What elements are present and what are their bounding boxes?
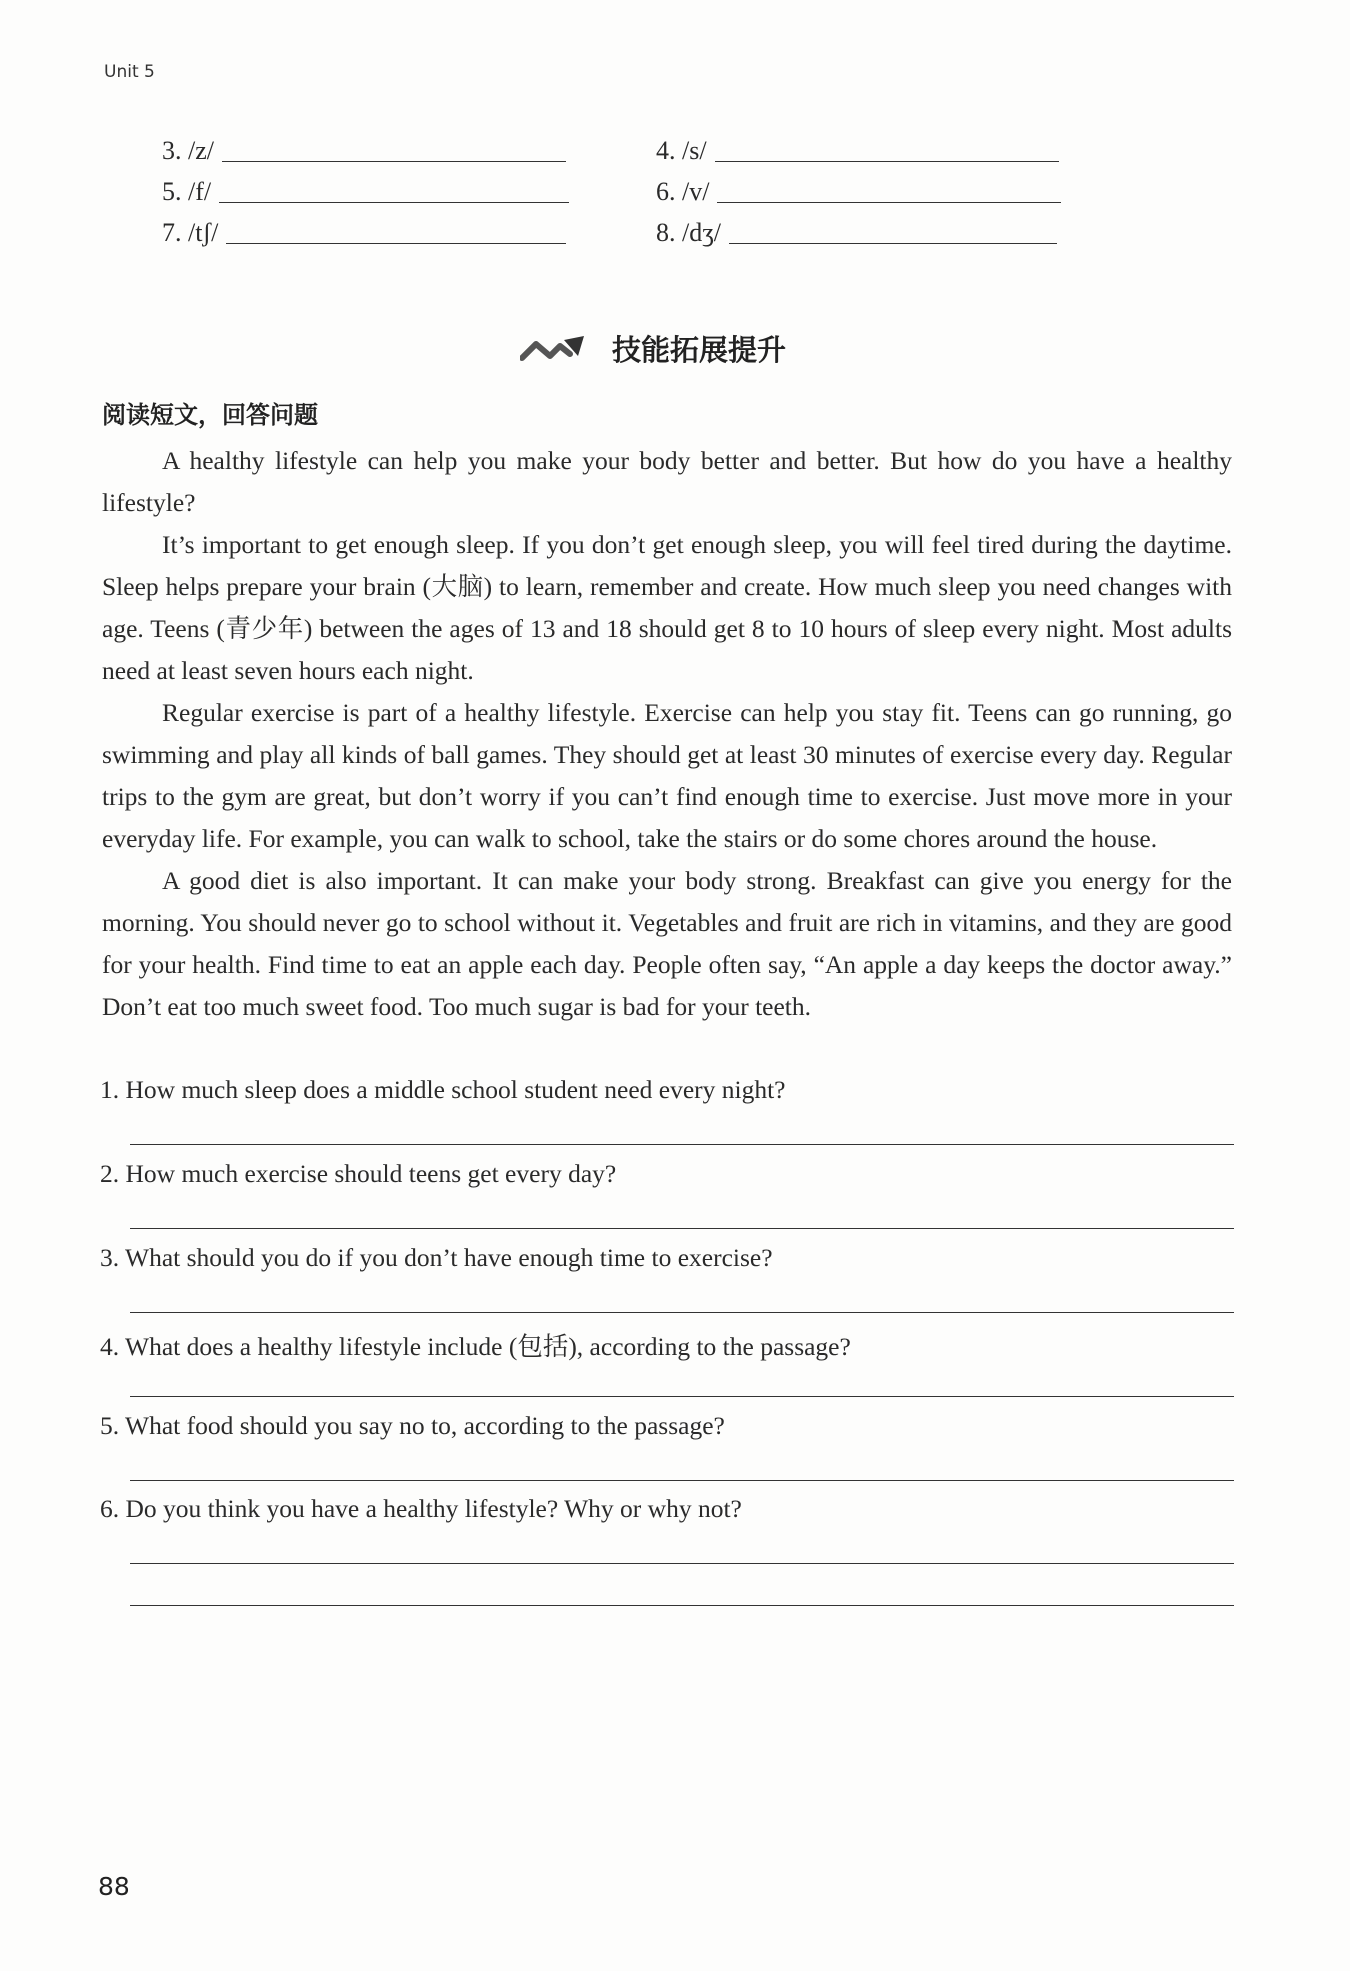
answer-line[interactable] bbox=[130, 1312, 1234, 1313]
answer-line[interactable] bbox=[130, 1228, 1234, 1229]
phonetic-item-5 bbox=[162, 173, 569, 207]
phonetic-item-7 bbox=[162, 214, 566, 248]
phonetic-item-6 bbox=[656, 173, 1061, 207]
question-4: 4. What does a healthy lifestyle include (包括), according to the passage? bbox=[100, 1332, 851, 1361]
answer-blank[interactable] bbox=[222, 161, 566, 162]
answer-line[interactable] bbox=[130, 1605, 1234, 1606]
question-5: 5. What food should you say no to, according to the passage? bbox=[100, 1411, 725, 1440]
phonetic-label: 5. /f/ bbox=[162, 177, 212, 206]
answer-line[interactable] bbox=[130, 1480, 1234, 1481]
phonetic-item-4 bbox=[656, 132, 1059, 166]
question-3: 3. What should you do if you don’t have enough time to exercise? bbox=[100, 1243, 773, 1272]
phonetic-label: 6. /v/ bbox=[656, 177, 710, 206]
section-heading bbox=[520, 328, 786, 369]
question-6: 6. Do you think you have a healthy lifestyle? Why or why not? bbox=[100, 1494, 742, 1523]
instruction-text: 阅读短文，回答问题 bbox=[102, 401, 318, 429]
answer-blank[interactable] bbox=[715, 161, 1059, 162]
answer-line[interactable] bbox=[130, 1396, 1234, 1397]
phonetic-label: 7. /tʃ/ bbox=[162, 218, 219, 247]
passage-paragraph: It’s important to get enough sleep. If you don’t get enough sleep, you will feel tired during the daytime. Sleep helps prepare your brain (大脑) to learn, remember and create. How much sleep you need changes with age. Teens (青少年) between the ages of 13 and 18 should get 8 to 10 hours of sleep every night. Most adults need at least seven hours each night. bbox=[102, 530, 1232, 685]
phonetic-label: 3. /z/ bbox=[162, 136, 214, 165]
phonetic-label: 8. /dʒ/ bbox=[656, 218, 721, 247]
page-number: 88 bbox=[98, 1872, 130, 1901]
answer-line[interactable] bbox=[130, 1563, 1234, 1564]
question-1: 1. How much sleep does a middle school student need every night? bbox=[100, 1075, 786, 1104]
phonetic-item-3 bbox=[162, 132, 566, 166]
section-title: 技能拓展提升 bbox=[612, 333, 787, 367]
trend-arrow-icon bbox=[520, 332, 588, 366]
reading-passage bbox=[102, 440, 1232, 1028]
question-2: 2. How much exercise should teens get every day? bbox=[100, 1159, 617, 1188]
phonetic-label: 4. /s/ bbox=[656, 136, 707, 165]
answer-blank[interactable] bbox=[226, 243, 566, 244]
passage-paragraph: A healthy lifestyle can help you make your body better and better. But how do you have a healthy lifestyle? bbox=[102, 446, 1232, 517]
phonetic-item-8 bbox=[656, 214, 1057, 248]
passage-paragraph: Regular exercise is part of a healthy lifestyle. Exercise can help you stay fit. Teens can go running, go swimming and play all kinds of ball games. They should get at least 30 minutes of exercise every day. Regular trips to the gym are great, but don’t worry if you can’t find enough time to exercise. Just move more in your everyday life. For example, you can walk to school, take the stairs or do some chores around the house. bbox=[102, 698, 1232, 853]
answer-blank[interactable] bbox=[729, 243, 1057, 244]
answer-blank[interactable] bbox=[219, 202, 569, 203]
passage-paragraph: A good diet is also important. It can make your body strong. Breakfast can give you energy for the morning. You should never go to school without it. Vegetables and fruit are rich in vitamins, and they are good for your health. Find time to eat an apple each day. People often say, “An apple a day keeps the doctor away.” Don’t eat too much sweet food. Too much sugar is bad for your teeth. bbox=[102, 866, 1232, 1021]
unit-label: Unit 5 bbox=[104, 62, 155, 82]
answer-line[interactable] bbox=[130, 1144, 1234, 1145]
answer-blank[interactable] bbox=[717, 202, 1061, 203]
